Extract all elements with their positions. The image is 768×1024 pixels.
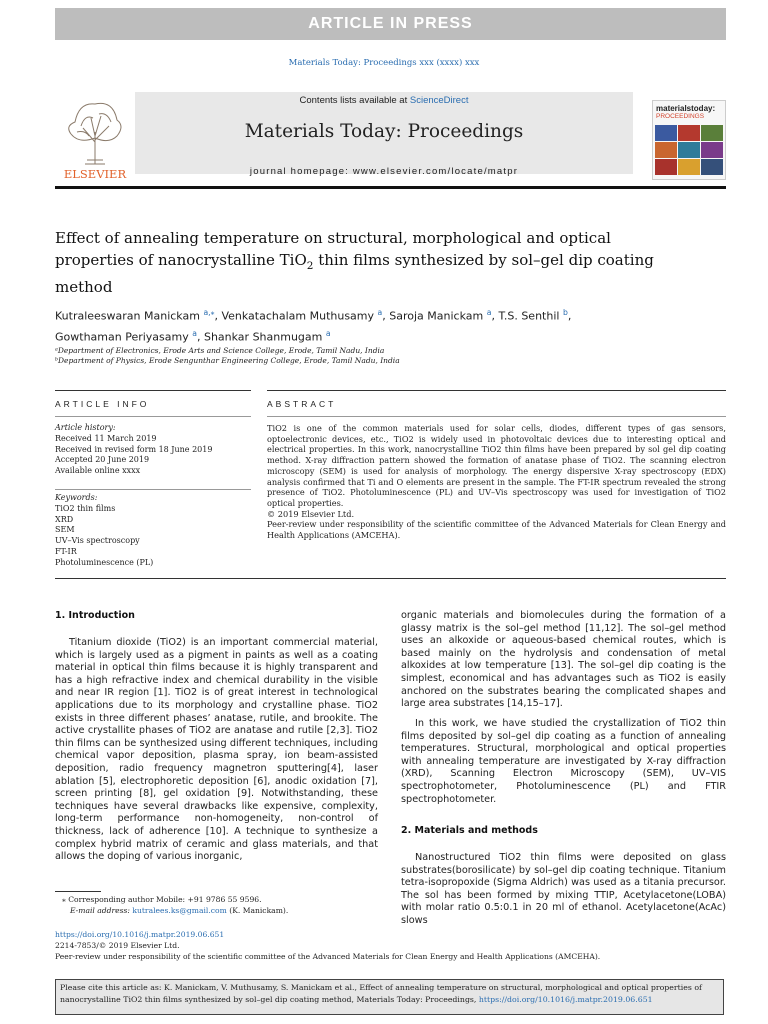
history-online: Available online xxxx xyxy=(55,466,141,476)
author-name[interactable]: Shankar Shanmugam xyxy=(203,330,323,344)
abstract-mid-rule xyxy=(267,416,726,417)
author-affiliation-sup[interactable]: a xyxy=(377,308,383,317)
elsevier-tree-icon xyxy=(55,92,135,180)
journal-masthead xyxy=(55,86,726,182)
history-revised: Received in revised form 18 June 2019 xyxy=(55,444,213,454)
journal-reference-link[interactable]: Materials Today: Proceedings xxx (xxxx) xxx xyxy=(288,58,480,68)
keywords-rule xyxy=(55,489,251,490)
author-affiliation-sup[interactable]: a xyxy=(192,328,197,338)
journal-cover-thumbnail xyxy=(652,100,726,180)
masthead-center-panel xyxy=(135,92,633,177)
author-name[interactable]: Venkatachalam Muthusamy xyxy=(221,309,375,323)
keyword: FT-IR xyxy=(55,546,77,556)
author-affiliation-sup[interactable]: a xyxy=(325,328,331,338)
author-affiliation-sup[interactable]: a,⁎ xyxy=(203,308,215,317)
cover-subtitle: PROCEEDINGS xyxy=(656,113,705,120)
info-top-rule xyxy=(55,390,251,391)
svg-text:ELSEVIER: ELSEVIER xyxy=(63,167,127,180)
affiliation-b: ᵇDepartment of Physics, Erode Sengunthar Engineering College, Erode, Tamil Nadu, India xyxy=(55,356,400,365)
keyword: XRD xyxy=(55,514,74,524)
article-title xyxy=(55,228,655,299)
title-part-2: thin films synthesized by sol–gel dip coating method xyxy=(55,250,654,296)
affiliation-a: ᵃDepartment of Electronics, Erode Arts and Science College, Erode, Tamil Nadu, India xyxy=(55,346,385,355)
journal-name: Materials Today: Proceedings xyxy=(244,121,524,142)
cover-image-grid xyxy=(655,125,723,177)
bottom-peer-review: Peer-review under responsibility of the scientific committee of the Advanced Materials for Clean Energy and Health Applications (AMCEHA). xyxy=(55,952,601,961)
contents-line xyxy=(135,95,633,106)
email-line xyxy=(70,906,390,917)
elsevier-logo xyxy=(55,92,135,180)
author-name[interactable]: Kutraleeswaran Manickam xyxy=(55,309,200,323)
article-in-press-banner: ARTICLE IN PRESS xyxy=(55,8,726,40)
email-suffix: (K. Manickam). xyxy=(226,906,289,915)
journal-homepage[interactable]: journal homepage: www.elsevier.com/locate/matpr xyxy=(249,166,519,177)
introduction-paragraph: Titanium dioxide (TiO2) is an important commercial material, which is largely used as a pigment in paints as well as a coating material in optical thin films because it is highly transparent and has a high refractive index and chemical durability in the visible and near IR region [1]. TiO2 is of great interest in technological applications due to its morphology and crystalline phase. TiO2 exists in three different phases’ anatase, rutile, and brookite. The active crystallite phases of TiO2 are anatase and rutile [2,3]. TiO2 thin films can be synthesized using different techniques, including chemical vapor deposition, plasma spray, ion beam-assisted deposition, radio frequency magnetron sputtering[4], laser ablation [5], electrophoretic deposition [6], anodic oxidation [7], screen printing [8], gel oxidation [9]. Notwithstanding, these techniques have several drawbacks like expensive, complexity, long-term performance non-homogeneity, non-control of thickness, lack of adherence [10]. A technique to synthesize a complex hybrid matrix of ceramic and glass materials, and that allows the doping of various inorganic, xyxy=(55,637,378,863)
email-link[interactable]: kutralees.ks@gmail.com xyxy=(132,906,227,915)
issn-line: 2214-7853/© 2019 Elsevier Ltd. xyxy=(55,941,180,950)
history-accepted: Accepted 20 June 2019 xyxy=(55,455,150,465)
article-history xyxy=(55,423,251,477)
history-received: Received 11 March 2019 xyxy=(55,433,157,443)
author-list: Kutraleeswaran Manickam $^{a,⁎}$, Venkatachalam Muthusamy $^a$, Saroja Manickam $^a$, T.S. Senthil $^b$, Gowthaman Periyasamy $^a$, Shankar Shanmugam $^a$ xyxy=(55,308,572,344)
right-column-paragraph-1: organic materials and biomolecules during the formation of a glassy matrix is the sol–gel method [11,12]. The sol–gel method uses an alkoxide or aqueous-based chemical routes, which is based mainly on the hydrolysis and condensation of metal alkoxides at low temperature [13]. The sol–gel dip coating is the simplest, economical and has advantages such as TiO2 is easily anchored on the substrates bearing the complicated shapes and large area substrates [14,15–17]. xyxy=(401,610,726,710)
title-part-1: Effect of annealing temperature on structural, morphological and optical properties of nanocrystalline TiO xyxy=(55,229,611,269)
author-affiliation-sup[interactable]: a xyxy=(486,308,492,317)
masthead-rule xyxy=(55,186,726,189)
keywords-label: Keywords: xyxy=(55,493,98,502)
doi-link[interactable]: https://doi.org/10.1016/j.matpr.2019.06.651 xyxy=(55,930,225,939)
author-name[interactable]: Saroja Manickam xyxy=(389,309,484,323)
abstract-heading: ABSTRACT xyxy=(267,399,337,409)
history-label: Article history: xyxy=(55,423,116,432)
title-subscript: 2 xyxy=(306,259,314,272)
abstract-bottom-rule xyxy=(55,578,726,579)
author-name[interactable]: Gowthaman Periyasamy xyxy=(55,330,189,344)
keyword: SEM xyxy=(55,525,75,535)
methods-heading: 2. Materials and methods xyxy=(401,825,538,836)
introduction-heading: 1. Introduction xyxy=(55,610,135,621)
abstract-peer-review: Peer-review under responsibility of the scientific committee of the Advanced Materials for Clean Energy and Health Applications (AMCEHA). xyxy=(267,519,726,541)
keyword: Photoluminescence (PL) xyxy=(55,557,154,567)
citation-text: Please cite this article as: K. Manickam, V. Muthusamy, S. Manickam et al., Effect of annealing temperature on structural, morphological and optical properties of nanocrystalline TiO2 thin films synthesized by sol–gel dip coating method, Materials Today: Proceedings, xyxy=(60,983,702,1004)
corresponding-author-note: ⁎ Corresponding author Mobile: +91 9786 55 9596. xyxy=(62,895,262,904)
methods-paragraph: Nanostructured TiO2 thin films were deposited on glass substrates(borosilicate) by sol–gel dip coating technique. Titanium tetra-isopropoxide (Sigma Aldrich) was used as a titania precursor. The sol has been formed by mixing TTIP, Acetylacetone(LOBA) with molar ratio 0.5:0.1 in 20 ml of ethanol. Acetylacetone(AcAc) slows xyxy=(401,852,726,926)
cover-title: materialstoday: xyxy=(656,104,716,113)
citation-doi-link[interactable]: https://doi.org/10.1016/j.matpr.2019.06.651 xyxy=(478,995,653,1004)
info-mid-rule xyxy=(55,416,251,417)
right-column-paragraph-2: In this work, we have studied the crystallization of TiO2 thin films deposited by sol–gel dip coating as a function of annealing temperatures. Structural, morphological and optical properties with annealing temperature are investigated by X-ray diffraction (XRD), Scanning Electron Microscopy (SEM), UV–VIS spectrophotometer, Photoluminescence (PL) and FTIR spectrophotometer. xyxy=(401,718,726,805)
sciencedirect-link[interactable]: ScienceDirect xyxy=(409,95,469,106)
author-name[interactable]: T.S. Senthil xyxy=(498,309,560,323)
citation-box xyxy=(55,979,724,1015)
abstract-copyright: © 2019 Elsevier Ltd. xyxy=(267,508,355,519)
article-info-heading: ARTICLE INFO xyxy=(55,399,150,409)
abstract-top-rule xyxy=(267,390,726,391)
abstract-body xyxy=(267,423,726,541)
keyword: UV–Vis spectroscopy xyxy=(55,536,140,546)
abstract-text: TiO2 is one of the common materials used for solar cells, diodes, different types of gas sensors, optoelectronic devices, etc., TiO2 is widely used in photovoltaic devices due to interesting optical and electrical properties. In this work, nanocrystalline TiO2 thin films have been prepared by sol gel dip coating method. X-ray diffraction pattern showed the formation of anatase phase of TiO2. The scanning electron microscopy (SEM) is used for analysis of morphology. The energy dispersive X-ray spectroscopy (EDX) analysis confirmed that Ti and O elements are present in the sample. The FT-IR spectrum revealed the strong presence of TiO2. Photoluminescence (PL) and UV–Vis spectroscopy was used for investigation of TiO2 optical properties. xyxy=(267,423,726,508)
keyword: TiO2 thin films xyxy=(55,503,116,513)
keywords-block xyxy=(55,493,251,569)
contents-prefix: Contents lists available at xyxy=(299,95,410,106)
footnote-rule xyxy=(55,891,101,892)
author-affiliation-sup[interactable]: b xyxy=(562,308,568,317)
email-label: E-mail address: xyxy=(70,906,133,915)
